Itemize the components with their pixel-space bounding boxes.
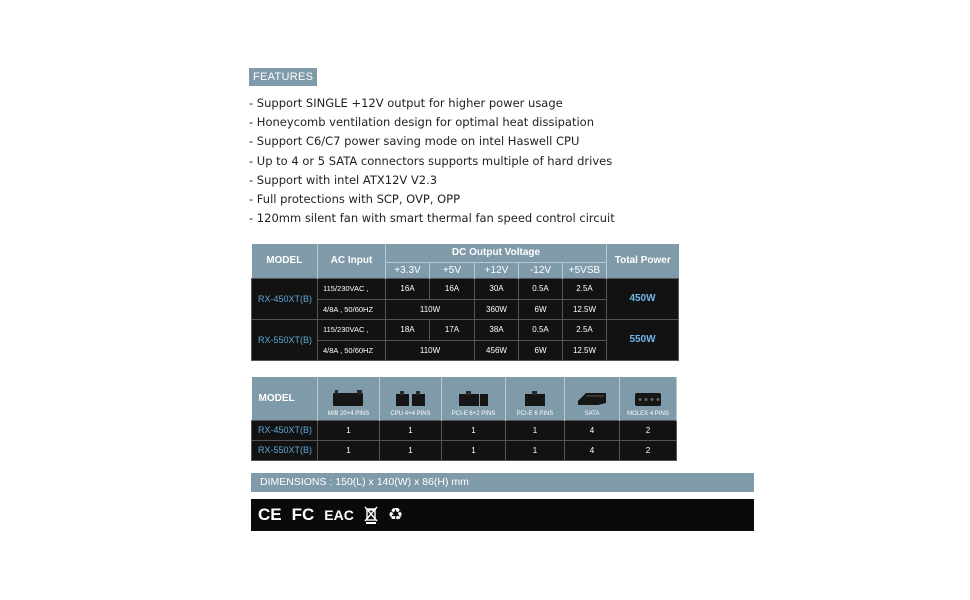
certifications-bar: [251, 499, 754, 531]
amp-cell: 17A: [430, 319, 475, 340]
atx-24pin-connector-icon: [331, 389, 367, 409]
amp-cell: 16A: [430, 278, 475, 299]
feature-item: - Honeycomb ventilation design for optimal heat dissipation: [249, 115, 595, 130]
watt-cell: 6W: [519, 299, 563, 319]
count-cell: 1: [318, 420, 380, 440]
eac-mark-icon: EAC: [324, 507, 354, 523]
pcie-6pin-connector-icon: [517, 389, 553, 409]
recycle-icon: ♻: [387, 505, 404, 524]
features-tag: FEATURES: [249, 68, 317, 86]
ac-input-cell: 115/230VAC ,: [318, 278, 386, 299]
rail-header: +5V: [430, 262, 475, 278]
watt-cell: 12.5W: [563, 340, 607, 360]
count-cell: 1: [506, 420, 565, 440]
rail-header: +5VSB: [563, 262, 607, 278]
connector-header: [565, 377, 620, 420]
feature-list: [249, 94, 615, 228]
connector-header: [620, 377, 677, 420]
combined-watt-cell: 110W: [386, 299, 475, 319]
sata-connector-icon: [574, 389, 610, 409]
amp-cell: 18A: [386, 319, 430, 340]
amp-cell: 16A: [386, 278, 430, 299]
watt-cell: 456W: [475, 340, 519, 360]
count-cell: 4: [565, 420, 620, 440]
feature-item: - Support with intel ATX12V V2.3: [249, 172, 438, 187]
count-cell: 1: [442, 440, 506, 460]
table-row: [252, 420, 677, 440]
dimensions-bar: DIMENSIONS : 150(L) x 140(W) x 86(H) mm: [251, 473, 754, 492]
model-cell: RX-450XT(B): [252, 278, 318, 319]
connector-label: M/B 20+4 PINS: [327, 410, 370, 417]
feature-item: - Full protections with SCP, OVP, OPP: [249, 192, 461, 207]
count-cell: 1: [380, 420, 442, 440]
table-row: [252, 278, 679, 299]
feature-item: - Support SINGLE +12V output for higher power usage: [249, 96, 563, 110]
connector-header: [442, 377, 506, 420]
connector-label: CPU 4+4 PINS: [390, 410, 431, 417]
molex-connector-icon: [630, 389, 666, 409]
connector-label: PCI-E 6 PINS: [516, 410, 554, 417]
connector-label: PCI-E 6+2 PINS: [451, 410, 496, 417]
table-row: [252, 319, 679, 340]
spec-table: [251, 244, 679, 361]
ac-input-cell: 115/230VAC ,: [318, 319, 386, 340]
connector-header: [318, 377, 380, 420]
count-cell: 1: [506, 440, 565, 460]
amp-cell: 0.5A: [519, 319, 563, 340]
combined-watt-cell: 110W: [386, 340, 475, 360]
dc-output-header: DC Output Voltage: [386, 244, 607, 262]
total-power-cell: 550W: [607, 319, 679, 360]
table-row: [252, 440, 677, 460]
amp-cell: 30A: [475, 278, 519, 299]
watt-cell: 360W: [475, 299, 519, 319]
count-cell: 2: [620, 440, 677, 460]
weee-bin-icon: [364, 506, 378, 524]
count-cell: 1: [442, 420, 506, 440]
feature-item: - 120mm silent fan with smart thermal fan speed control circuit: [249, 211, 615, 226]
model-cell: RX-450XT(B): [252, 420, 318, 440]
connector-label: MOLEX 4 PINS: [627, 410, 669, 417]
rail-header: +12V: [475, 262, 519, 278]
rail-header: -12V: [519, 262, 563, 278]
total-power-cell: 450W: [607, 278, 679, 319]
count-cell: 4: [565, 440, 620, 460]
connector-header: [380, 377, 442, 420]
model-cell: RX-550XT(B): [252, 440, 318, 460]
ac-input-header: AC Input: [318, 244, 386, 278]
feature-item: - Up to 4 or 5 SATA connectors supports multiple of hard drives: [249, 153, 613, 168]
amp-cell: 38A: [475, 319, 519, 340]
connector-model-header: MODEL: [252, 377, 318, 420]
model-cell: RX-550XT(B): [252, 319, 318, 360]
count-cell: 1: [318, 440, 380, 460]
connector-header: [506, 377, 565, 420]
ac-input-cell: 4/8A , 50/60HZ: [318, 299, 386, 319]
rail-header: +3.3V: [386, 262, 430, 278]
cpu-8pin-connector-icon: [393, 389, 429, 409]
amp-cell: 2.5A: [563, 278, 607, 299]
pcie-8pin-connector-icon: [456, 389, 492, 409]
count-cell: 2: [620, 420, 677, 440]
model-header: MODEL: [252, 244, 318, 278]
total-power-header: Total Power: [607, 244, 679, 278]
fcc-mark-icon: FC: [291, 505, 315, 524]
connector-label: SATA: [584, 410, 600, 417]
count-cell: 1: [380, 440, 442, 460]
ce-mark-icon: CE: [258, 505, 282, 524]
amp-cell: 0.5A: [519, 278, 563, 299]
ac-input-cell: 4/8A , 50/60HZ: [318, 340, 386, 360]
watt-cell: 6W: [519, 340, 563, 360]
watt-cell: 12.5W: [563, 299, 607, 319]
connector-table: [251, 377, 677, 461]
feature-item: - Support C6/C7 power saving mode on intel Haswell CPU: [249, 134, 580, 149]
amp-cell: 2.5A: [563, 319, 607, 340]
